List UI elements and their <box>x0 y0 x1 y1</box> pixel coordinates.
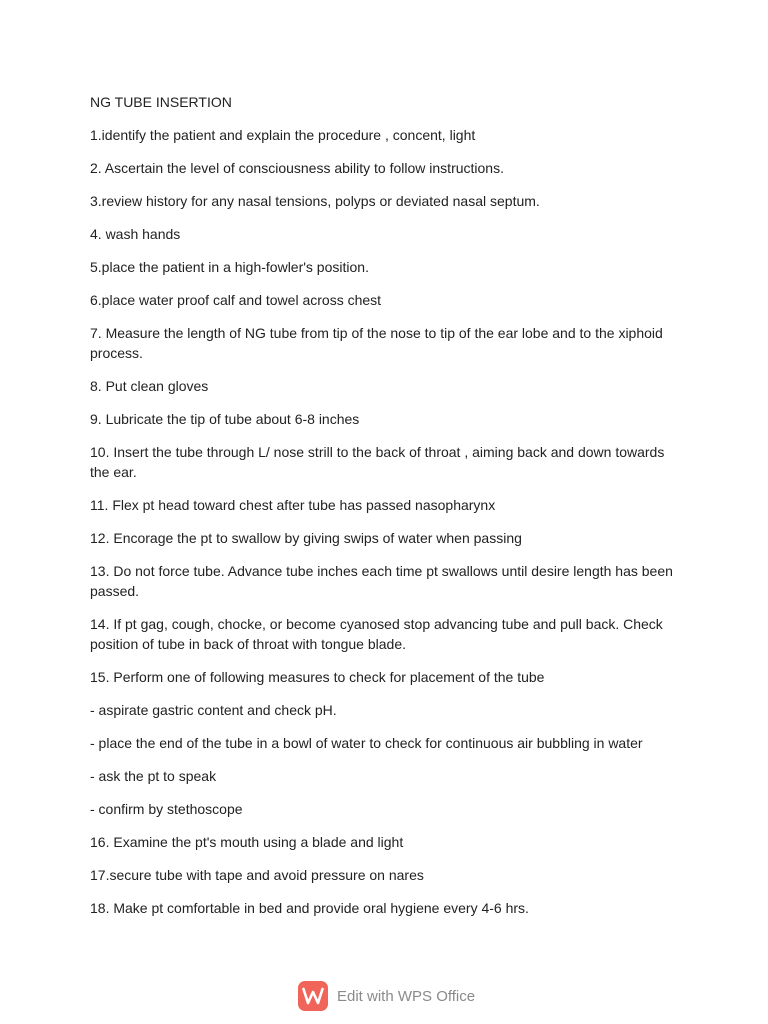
step-paragraph: 7. Measure the length of NG tube from tip of the nose to tip of the ear lobe and to the xiphoid process. <box>90 325 663 361</box>
wps-office-footer-label[interactable]: Edit with WPS Office <box>337 987 476 1005</box>
sub-step-paragraph: - ask the pt to speak <box>90 768 217 784</box>
step-paragraph: 15. Perform one of following measures to check for placement of the tube <box>90 669 545 685</box>
sub-step-paragraph: - confirm by stethoscope <box>90 801 243 817</box>
step-paragraph: 10. Insert the tube through L/ nose strill to the back of throat , aiming back and down towards the ear. <box>90 444 665 480</box>
step-paragraph: 9. Lubricate the tip of tube about 6-8 inches <box>90 411 360 427</box>
sub-step-paragraph: - aspirate gastric content and check pH. <box>90 702 337 718</box>
step-paragraph: 14. If pt gag, cough, chocke, or become cyanosed stop advancing tube and pull back. Check position of tube in back of throat with tongue blade. <box>90 616 663 652</box>
step-paragraph: 5.place the patient in a high-fowler's position. <box>90 259 369 275</box>
step-paragraph: 4. wash hands <box>90 226 181 242</box>
sub-step-paragraph: - place the end of the tube in a bowl of water to check for continuous air bubbling in water <box>90 735 643 751</box>
step-paragraph: 8. Put clean gloves <box>90 378 209 394</box>
document-title: NG TUBE INSERTION <box>90 94 232 110</box>
wps-office-logo-icon <box>298 981 328 1011</box>
step-paragraph: 18. Make pt comfortable in bed and provide oral hygiene every 4-6 hrs. <box>90 900 529 916</box>
step-paragraph: 11. Flex pt head toward chest after tube has passed nasopharynx <box>90 497 496 513</box>
step-paragraph: 13. Do not force tube. Advance tube inches each time pt swallows until desire length has been passed. <box>90 563 673 599</box>
wps-w-glyph-icon <box>302 987 324 1005</box>
step-paragraph: 1.identify the patient and explain the procedure , concent, light <box>90 127 476 143</box>
document-body <box>90 92 680 931</box>
wps-office-footer[interactable] <box>298 980 475 1012</box>
step-paragraph: 17.secure tube with tape and avoid pressure on nares <box>90 867 424 883</box>
step-paragraph: 16. Examine the pt's mouth using a blade and light <box>90 834 404 850</box>
step-paragraph: 12. Encorage the pt to swallow by giving swips of water when passing <box>90 530 522 546</box>
step-paragraph: 3.review history for any nasal tensions, polyps or deviated nasal septum. <box>90 193 540 209</box>
step-paragraph: 6.place water proof calf and towel across chest <box>90 292 382 308</box>
step-paragraph: 2. Ascertain the level of consciousness ability to follow instructions. <box>90 160 504 176</box>
